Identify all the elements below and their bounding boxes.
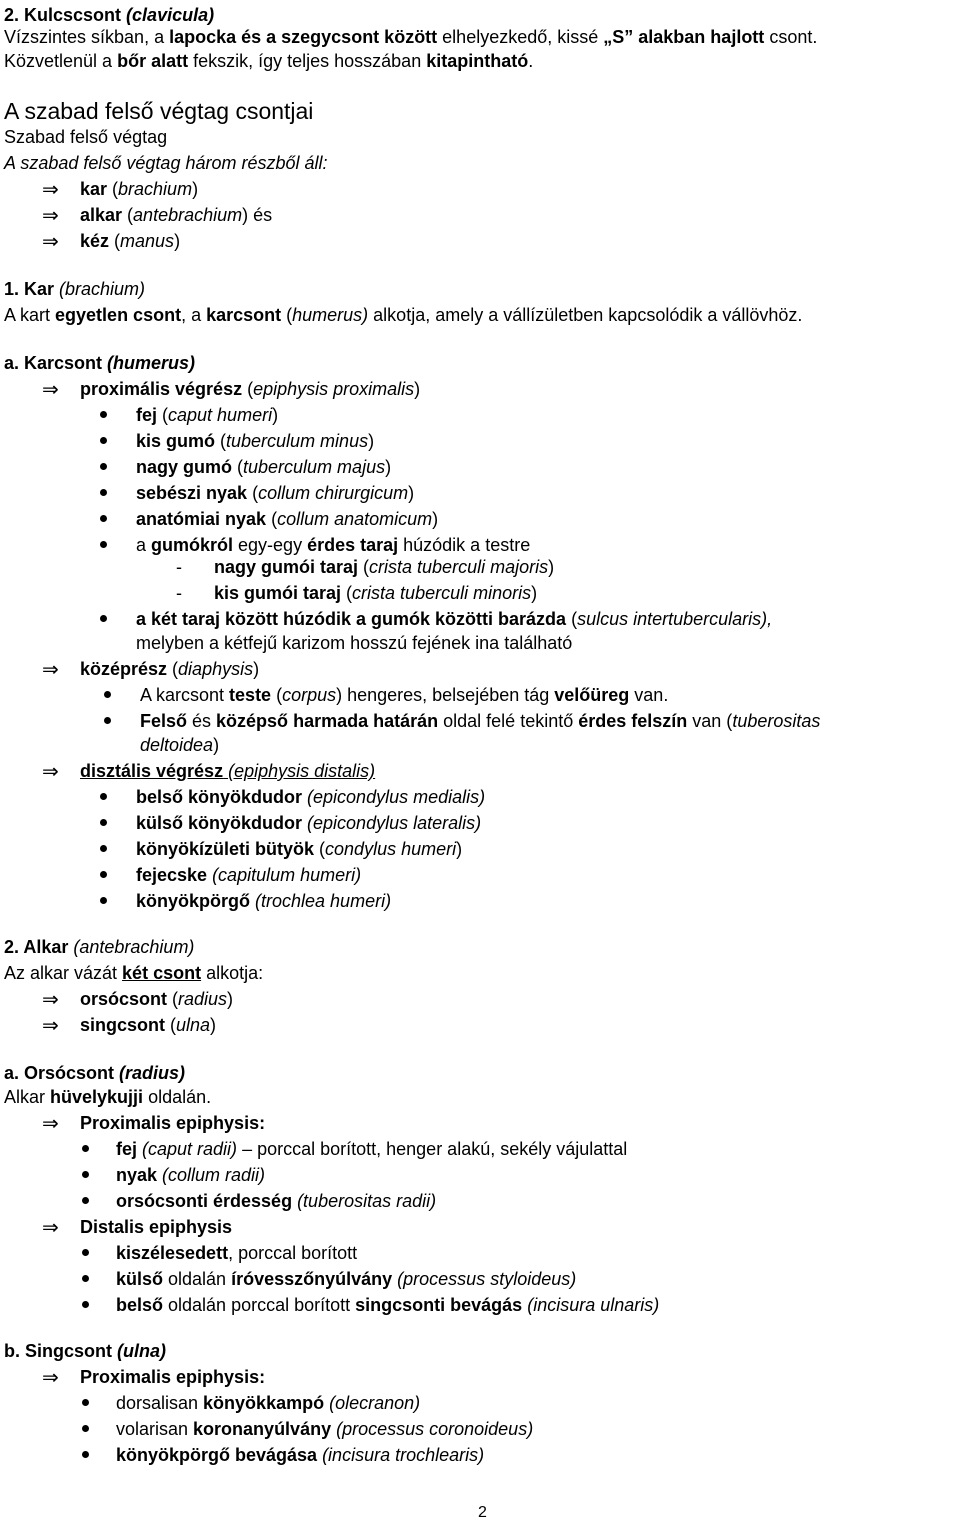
list-item: kéz (manus): [80, 231, 181, 251]
bullet-icon: [82, 1399, 89, 1406]
bullet-icon: [100, 515, 107, 522]
subheading: Szabad felső végtag: [4, 127, 168, 147]
list-item: külső könyökdudor (epicondylus lateralis): [136, 813, 482, 833]
bullet-icon: [82, 1171, 89, 1178]
paragraph-line: Vízszintes síkban, a lapocka és a szegycsont között elhelyezkedő, kissé „S” alakban hajlott csont.: [4, 27, 818, 47]
bullet-icon: [100, 541, 107, 548]
paragraph-line: Az alkar vázát két csont alkotja:: [4, 963, 264, 983]
list-item: Proximalis epiphysis:: [80, 1113, 266, 1133]
bullet-icon: [100, 819, 107, 826]
section-heading-humerus: a. Karcsont (humerus): [4, 353, 196, 373]
list-item: dorsalisan könyökkampó (olecranon): [116, 1393, 421, 1413]
bullet-icon: [100, 489, 107, 496]
list-item: volarisan koronanyúlvány (processus coronoideus): [116, 1419, 534, 1439]
list-item: singcsont (ulna): [80, 1015, 217, 1035]
list-item: külső oldalán íróvesszőnyúlvány (processus styloideus): [116, 1269, 577, 1289]
page-number: 2: [478, 1504, 487, 1521]
list-item: belső könyökdudor (epicondylus medialis): [136, 787, 486, 807]
list-item: kar (brachium): [80, 179, 199, 199]
list-item: a gumókról egy-egy érdes taraj húzódik a testre: [136, 535, 531, 555]
list-item: Felső és középső harmada határán oldal felé tekintő érdes felszín van (tuberositas: [140, 711, 821, 731]
list-item: kis gumói taraj (crista tuberculi minoris): [214, 583, 538, 603]
arrow-icon: ⇒: [42, 229, 59, 253]
section-heading-antebrachium: 2. Alkar (antebrachium): [4, 937, 195, 957]
arrow-icon: ⇒: [42, 1111, 59, 1135]
bullet-icon: [82, 1249, 89, 1256]
list-item-continuation: melyben a kétfejű karizom hosszú fejének ina található: [136, 633, 573, 653]
arrow-icon: ⇒: [42, 377, 59, 401]
list-item: nagy gumói taraj (crista tuberculi majoris): [214, 557, 555, 577]
list-item: Distalis epiphysis: [80, 1217, 233, 1237]
bullet-icon: [100, 871, 107, 878]
list-item: sebészi nyak (collum chirurgicum): [136, 483, 415, 503]
bullet-icon: [100, 793, 107, 800]
page-title: A szabad felső végtag csontjai: [4, 98, 314, 124]
list-item: orsócsont (radius): [80, 989, 234, 1009]
list-item: orsócsonti érdesség (tuberositas radii): [116, 1191, 437, 1211]
list-item: alkar (antebrachium) és: [80, 205, 273, 225]
list-item-continuation: deltoidea): [140, 735, 220, 755]
list-item: proximális végrész (epiphysis proximalis): [80, 379, 421, 399]
paragraph-line: A kart egyetlen csont, a karcsont (humerus) alkotja, amely a vállízületben kapcsolódik a vállövhöz.: [4, 305, 803, 325]
list-item: fej (caput radii) – porccal borított, henger alakú, sekély vájulattal: [116, 1139, 628, 1159]
bullet-icon: [100, 897, 107, 904]
paragraph-line: A szabad felső végtag három részből áll:: [4, 153, 328, 173]
dash-marker: -: [176, 583, 182, 603]
bullet-icon: [100, 411, 107, 418]
list-item: kis gumó (tuberculum minus): [136, 431, 375, 451]
bullet-icon: [82, 1275, 89, 1282]
bullet-icon: [100, 437, 107, 444]
bullet-icon: [82, 1425, 89, 1432]
list-item: A karcsont teste (corpus) hengeres, belsejében tág velőüreg van.: [140, 685, 669, 705]
arrow-icon: ⇒: [42, 1215, 59, 1239]
list-item: könyökízületi bütyök (condylus humeri): [136, 839, 463, 859]
list-item: fejecske (capitulum humeri): [136, 865, 362, 885]
arrow-icon: ⇒: [42, 657, 59, 681]
paragraph-line: Közvetlenül a bőr alatt fekszik, így teljes hosszában kitapintható.: [4, 51, 534, 71]
list-item: könyökpörgő (trochlea humeri): [136, 891, 392, 911]
paragraph-line: Alkar hüvelykujji oldalán.: [4, 1087, 212, 1107]
bullet-icon: [100, 845, 107, 852]
list-item: középrész (diaphysis): [80, 659, 260, 679]
bullet-icon: [104, 691, 111, 698]
arrow-icon: ⇒: [42, 987, 59, 1011]
arrow-icon: ⇒: [42, 203, 59, 227]
list-item: nagy gumó (tuberculum majus): [136, 457, 392, 477]
dash-marker: -: [176, 557, 182, 577]
list-item: könyökpörgő bevágása (incisura trochlearis): [116, 1445, 485, 1465]
arrow-icon: ⇒: [42, 177, 59, 201]
bullet-icon: [82, 1301, 89, 1308]
list-item: disztális végrész (epiphysis distalis): [80, 761, 376, 781]
bullet-icon: [82, 1451, 89, 1458]
section-heading-radius: a. Orsócsont (radius): [4, 1063, 186, 1083]
list-item: belső oldalán porccal borított singcsonti bevágás (incisura ulnaris): [116, 1295, 660, 1315]
list-item: fej (caput humeri): [136, 405, 279, 425]
list-item: a két taraj között húzódik a gumók közötti barázda (sulcus intertubercularis),: [136, 609, 773, 629]
list-item: nyak (collum radii): [116, 1165, 266, 1185]
list-item: anatómiai nyak (collum anatomicum): [136, 509, 439, 529]
bullet-icon: [82, 1197, 89, 1204]
arrow-icon: ⇒: [42, 759, 59, 783]
arrow-icon: ⇒: [42, 1013, 59, 1037]
section-heading-clavicula: 2. Kulcscsont (clavicula): [4, 5, 215, 25]
bullet-icon: [100, 615, 107, 622]
bullet-icon: [82, 1145, 89, 1152]
section-heading-ulna: b. Singcsont (ulna): [4, 1341, 167, 1361]
bullet-icon: [104, 717, 111, 724]
list-item: Proximalis epiphysis:: [80, 1367, 266, 1387]
section-heading-brachium: 1. Kar (brachium): [4, 279, 146, 299]
list-item: kiszélesedett, porccal borított: [116, 1243, 358, 1263]
arrow-icon: ⇒: [42, 1365, 59, 1389]
bullet-icon: [100, 463, 107, 470]
